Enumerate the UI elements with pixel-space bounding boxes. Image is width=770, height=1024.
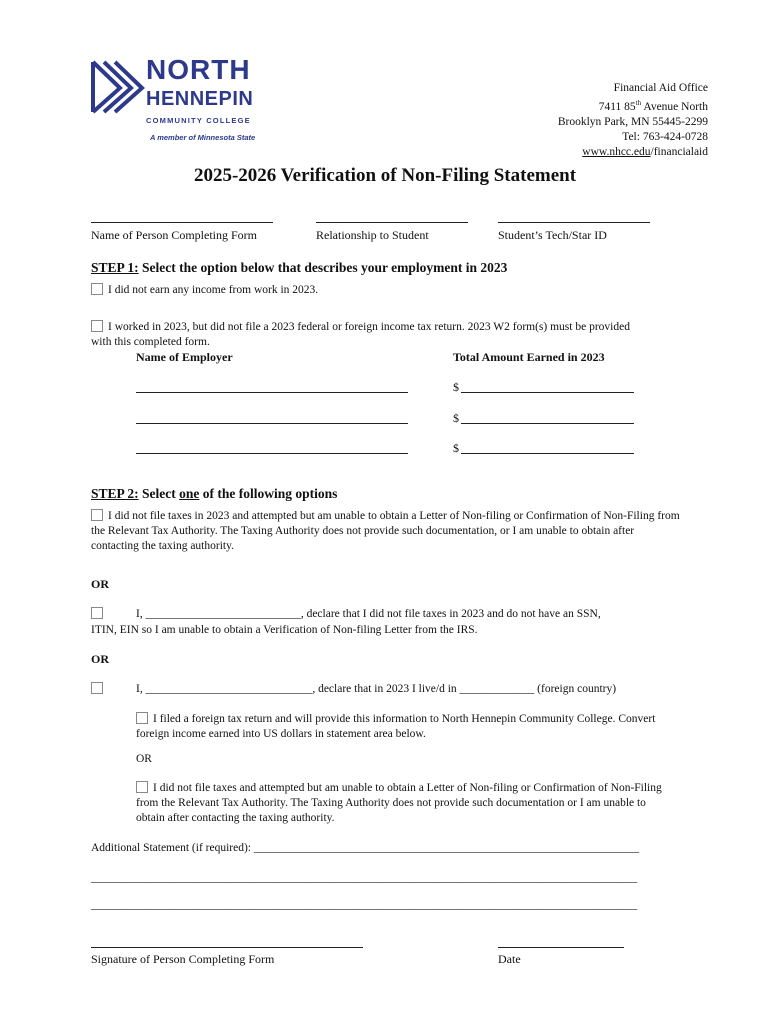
amount-line[interactable] <box>461 392 634 393</box>
date-line[interactable] <box>498 947 624 948</box>
office-city: Brooklyn Park, MN 55445-2299 <box>557 115 708 128</box>
employer-line[interactable] <box>136 453 408 454</box>
person-name-line[interactable] <box>91 222 273 223</box>
logo-word-north: NORTH <box>146 54 251 85</box>
step1-no-income-checkbox[interactable] <box>91 283 103 295</box>
employer-column-header: Name of Employer <box>136 350 233 364</box>
logo-tagline: A member of Minnesota State <box>150 133 256 142</box>
step2-option3-label: I, _____________________________, declare that in 2023 I live/d in _____________ (foreign country) <box>136 683 617 695</box>
logo-mark-icon <box>90 58 146 116</box>
step1-heading: STEP 1: Select the option below that describes your employment in 2023 <box>91 260 508 275</box>
additional-statement-line[interactable]: _______________________________________________________________________________________________ <box>91 899 638 911</box>
signature-line[interactable] <box>91 947 363 948</box>
employer-line[interactable] <box>136 423 408 424</box>
step2-option1-label: I did not file taxes in 2023 and attempted but am unable to obtain a Letter of Non-filing or Confirmation of Non-Filing from the Relevant Tax Authority. The Taxing Authority does not provide such documentation, or I am unable to obtain after contacting the taxing authority. <box>91 510 680 552</box>
person-name-label: Name of Person Completing Form <box>91 228 257 242</box>
college-logo <box>90 54 280 148</box>
office-address <box>558 81 708 160</box>
office-name: Financial Aid Office <box>613 82 708 94</box>
step2-option2-line2: ITIN, EIN so I am unable to obtain a Verification of Non-filing Letter from the IRS. <box>91 624 478 636</box>
step2-option3-checkbox[interactable] <box>91 682 103 694</box>
tech-id-line[interactable] <box>498 222 650 223</box>
date-label: Date <box>498 952 521 966</box>
amount-line[interactable] <box>461 423 634 424</box>
additional-statement-label: Additional Statement (if required): ___________________________________________________________________ <box>91 842 640 854</box>
logo-word-community-college: COMMUNITY COLLEGE <box>146 116 251 125</box>
website-link[interactable]: www.nhcc.edu <box>582 145 651 158</box>
or-divider: OR <box>91 577 109 591</box>
step1-worked-label: I worked in 2023, but did not file a 2023 federal or foreign income tax return. 2023 W2 form(s) must be provided with this completed form. <box>91 321 630 348</box>
relationship-label: Relationship to Student <box>316 228 429 242</box>
step1-no-income-label: I did not earn any income from work in 2023. <box>108 284 319 296</box>
signature-label: Signature of Person Completing Form <box>91 952 275 966</box>
office-website: www.nhcc.edu/financialaid <box>582 145 708 158</box>
logo-word-hennepin: HENNEPIN <box>146 88 254 110</box>
page-title: 2025-2026 Verification of Non-Filing Statement <box>193 165 577 186</box>
foreign-return-label: I filed a foreign tax return and will provide this information to North Hennepin Community College. Convert foreign income earned into US dollars in statement area below. <box>136 713 656 740</box>
step2-option2-checkbox[interactable] <box>91 607 103 619</box>
employer-line[interactable] <box>136 392 408 393</box>
step2-heading: STEP 2: Select one of the following options <box>91 486 338 501</box>
office-street: 7411 85th Avenue North <box>598 99 708 113</box>
no-foreign-filing-label: I did not file taxes and attempted but am unable to obtain a Letter of Non-filing or Confirmation of Non-Filing from the Relevant Tax Authority. The Taxing Authority does not provide such documentation or I am unable to obtain after contacting the taxing authority. <box>136 782 662 824</box>
relationship-line[interactable] <box>316 222 468 223</box>
step2-option2-line1: I, ___________________________, declare that I did not file taxes in 2023 and do not have an SSN, <box>136 608 601 620</box>
amount-line[interactable] <box>461 453 634 454</box>
additional-statement-line[interactable]: _______________________________________________________________________________________________ <box>91 872 638 884</box>
or-divider: OR <box>91 652 109 666</box>
amount-column-header: Total Amount Earned in 2023 <box>453 350 605 364</box>
dollar-sign: $ <box>453 411 459 425</box>
sub-or-divider: OR <box>136 753 152 765</box>
tech-id-label: Student’s Tech/Star ID <box>498 228 607 242</box>
dollar-sign: $ <box>453 380 459 394</box>
office-phone: Tel: 763-424-0728 <box>622 130 708 143</box>
dollar-sign: $ <box>453 441 459 455</box>
